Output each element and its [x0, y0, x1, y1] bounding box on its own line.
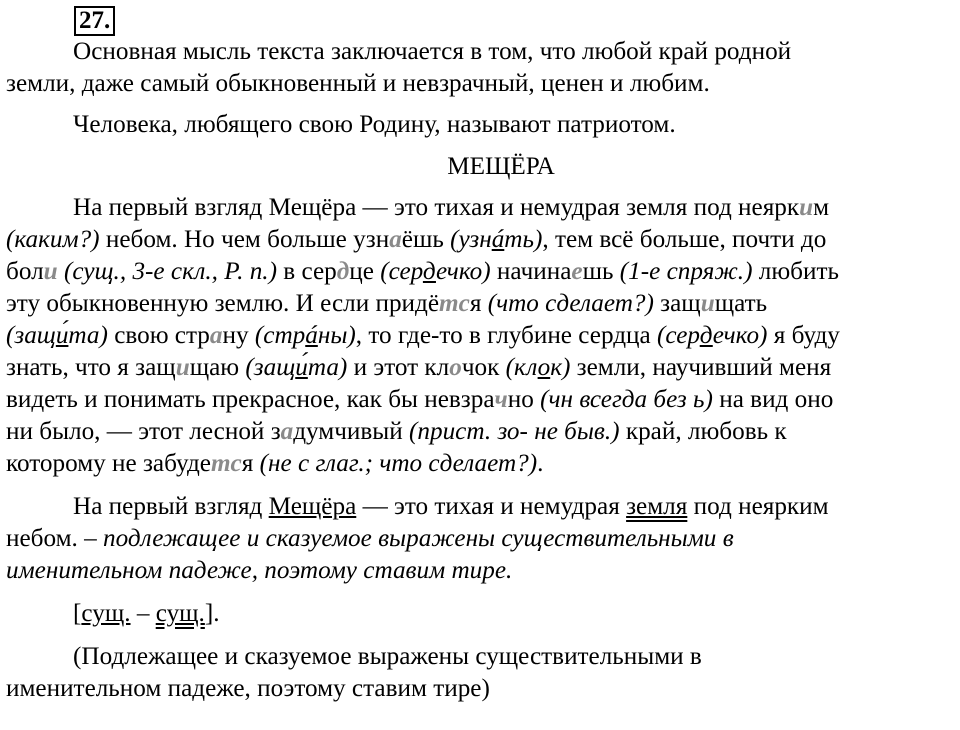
- task-number: 27.: [74, 6, 115, 36]
- main-idea-line-2: земли, даже самый обыкновенный и невзрачный, ценен и любим.: [6, 70, 710, 97]
- spelling-highlight: о: [449, 354, 462, 381]
- text-run: м: [813, 194, 830, 221]
- spelling-highlight: и: [799, 194, 814, 221]
- hint-text: (каким?): [6, 226, 100, 253]
- passage: [6, 192, 956, 480]
- text-run: ёшь: [401, 226, 451, 253]
- passage-line: [6, 288, 956, 320]
- text-run: небом. Но чем больше узн: [99, 226, 390, 253]
- sentence-analysis: [6, 491, 956, 587]
- passage-line: [6, 192, 956, 224]
- spelling-highlight: тс: [439, 290, 470, 317]
- hint-text: (прист. зо- не быв.): [409, 418, 620, 445]
- text-run: — это тихая и немудрая: [356, 493, 627, 520]
- text-run: я буду: [767, 322, 840, 349]
- text-run: но: [507, 386, 541, 413]
- hint-text: (сер: [380, 258, 423, 285]
- text-run: щаю: [189, 354, 246, 381]
- bracket: [: [73, 600, 82, 627]
- text-run: я: [241, 450, 260, 477]
- text-run: любить: [752, 258, 839, 285]
- text-run: бол: [6, 258, 44, 285]
- hint-text: к): [550, 354, 571, 381]
- text-run: небом.: [6, 525, 78, 552]
- passage-line: [6, 256, 956, 288]
- hint-text: (1-е спряж.): [619, 258, 753, 285]
- analysis-line-1: [6, 491, 956, 523]
- spelling-highlight: е: [571, 258, 583, 285]
- patriot-sentence: Человека, любящего свою Родину, называют патриотом.: [73, 111, 676, 138]
- hint-text: ть): [504, 226, 543, 253]
- text-run: думчивый: [293, 418, 409, 445]
- scheme-dash: –: [130, 600, 156, 627]
- text-run: .: [537, 450, 544, 477]
- passage-line: [6, 320, 956, 352]
- text-run: свою стр: [107, 322, 210, 349]
- predicate-word: земля: [626, 493, 688, 520]
- hint-text: (сер: [657, 322, 700, 349]
- explanation-text: именительном падеже, поэтому ставим тире.: [6, 557, 513, 584]
- hint-text: (защ: [245, 354, 296, 381]
- text-run: земли, научивший меня: [570, 354, 832, 381]
- checked-letter: д: [699, 322, 713, 349]
- spelling-highlight: и: [700, 290, 715, 317]
- text-run: в сер: [276, 258, 337, 285]
- scheme-subject: сущ.: [81, 600, 131, 627]
- hint-text: та): [68, 322, 108, 349]
- text-run: край, любовь к: [619, 418, 787, 445]
- text-run: ну: [222, 322, 255, 349]
- conclusion-line-2: именительном падеже, поэтому ставим тире): [6, 675, 490, 702]
- bracket: ].: [204, 600, 220, 627]
- checked-letter: д: [422, 258, 436, 285]
- text-run: щать: [714, 290, 768, 317]
- stressed-letter: и́: [55, 322, 69, 349]
- analysis-line-2: [6, 523, 956, 555]
- hint-text: (защ: [6, 322, 56, 349]
- stressed-letter: á: [305, 322, 318, 349]
- hint-text: (кл: [505, 354, 538, 381]
- passage-line: [6, 352, 956, 384]
- conclusion: [6, 641, 956, 705]
- text-run: знать, что я защ: [6, 354, 176, 381]
- passage-line: [6, 224, 956, 256]
- conclusion-line-1: (Подлежащее и сказуемое выражены существительными в: [73, 643, 702, 670]
- text-run: ни было, — этот лесной з: [6, 418, 281, 445]
- text-run: эту обыкновенную землю. И если придё: [6, 290, 440, 317]
- hint-text: ечко): [712, 322, 768, 349]
- text-run: На первый взгляд: [73, 493, 269, 520]
- spelling-highlight: а: [389, 226, 402, 253]
- spelling-highlight: д: [336, 258, 350, 285]
- sentence-scheme: [6, 598, 956, 630]
- hint-text: (узн: [450, 226, 492, 253]
- hint-text: ечко): [435, 258, 491, 285]
- checked-letter: о: [537, 354, 551, 381]
- analysis-line-3: [6, 555, 956, 587]
- hint-text: та): [307, 354, 348, 381]
- text-run: шь: [582, 258, 620, 285]
- spelling-highlight: а: [209, 322, 223, 349]
- subject-word: Мещёра: [268, 493, 357, 520]
- text-run: , то где-то в глубине сер: [355, 322, 614, 349]
- hint-text: (чн всегда без ь): [540, 386, 713, 413]
- passage-title: МЕЩЁРА: [447, 153, 555, 180]
- text-run: защ: [653, 290, 701, 317]
- spelling-highlight: ч: [494, 386, 508, 413]
- text-run: ца: [626, 322, 658, 349]
- text-run: начина: [490, 258, 572, 285]
- spelling-highlight: и: [43, 258, 58, 285]
- hint-text: (не с глаг.; что сделает?): [259, 450, 538, 477]
- text-run: , тем всё больше, почти до: [542, 226, 827, 253]
- passage-line: [6, 384, 956, 416]
- checked-letter: д: [613, 322, 627, 349]
- stressed-letter: á: [491, 226, 505, 253]
- hint-text: (сущ., 3-е скл., Р. п.): [63, 258, 277, 285]
- passage-line: [6, 416, 956, 448]
- text-run: и этот кл: [347, 354, 450, 381]
- stressed-letter: и́: [295, 354, 308, 381]
- text-run: я: [469, 290, 488, 317]
- text-run: На первый взгляд Мещёра — это тихая и немудрая земля под неярк: [73, 194, 800, 221]
- hint-text: ны): [317, 322, 356, 349]
- hint-text: (стр: [254, 322, 306, 349]
- scheme-predicate: сущ.: [155, 600, 205, 627]
- page: [6, 0, 956, 705]
- text-run: чок: [461, 354, 506, 381]
- text-run: це: [349, 258, 381, 285]
- text-run: на вид оно: [712, 386, 834, 413]
- spelling-highlight: и: [175, 354, 190, 381]
- main-idea-line-1: Основная мысль текста заключается в том, что любой край родной: [73, 38, 792, 65]
- text-run: видеть и понимать прекрасное, как бы невзра: [6, 386, 495, 413]
- text-run: которому не забуде: [6, 450, 211, 477]
- hint-text: (что сделает?): [487, 290, 654, 317]
- passage-line: [6, 448, 956, 480]
- explanation-text: – подлежащее и сказуемое выражены существительными в: [77, 525, 734, 552]
- text-run: под неярким: [687, 493, 829, 520]
- spelling-highlight: тс: [210, 450, 242, 477]
- spelling-highlight: а: [280, 418, 294, 445]
